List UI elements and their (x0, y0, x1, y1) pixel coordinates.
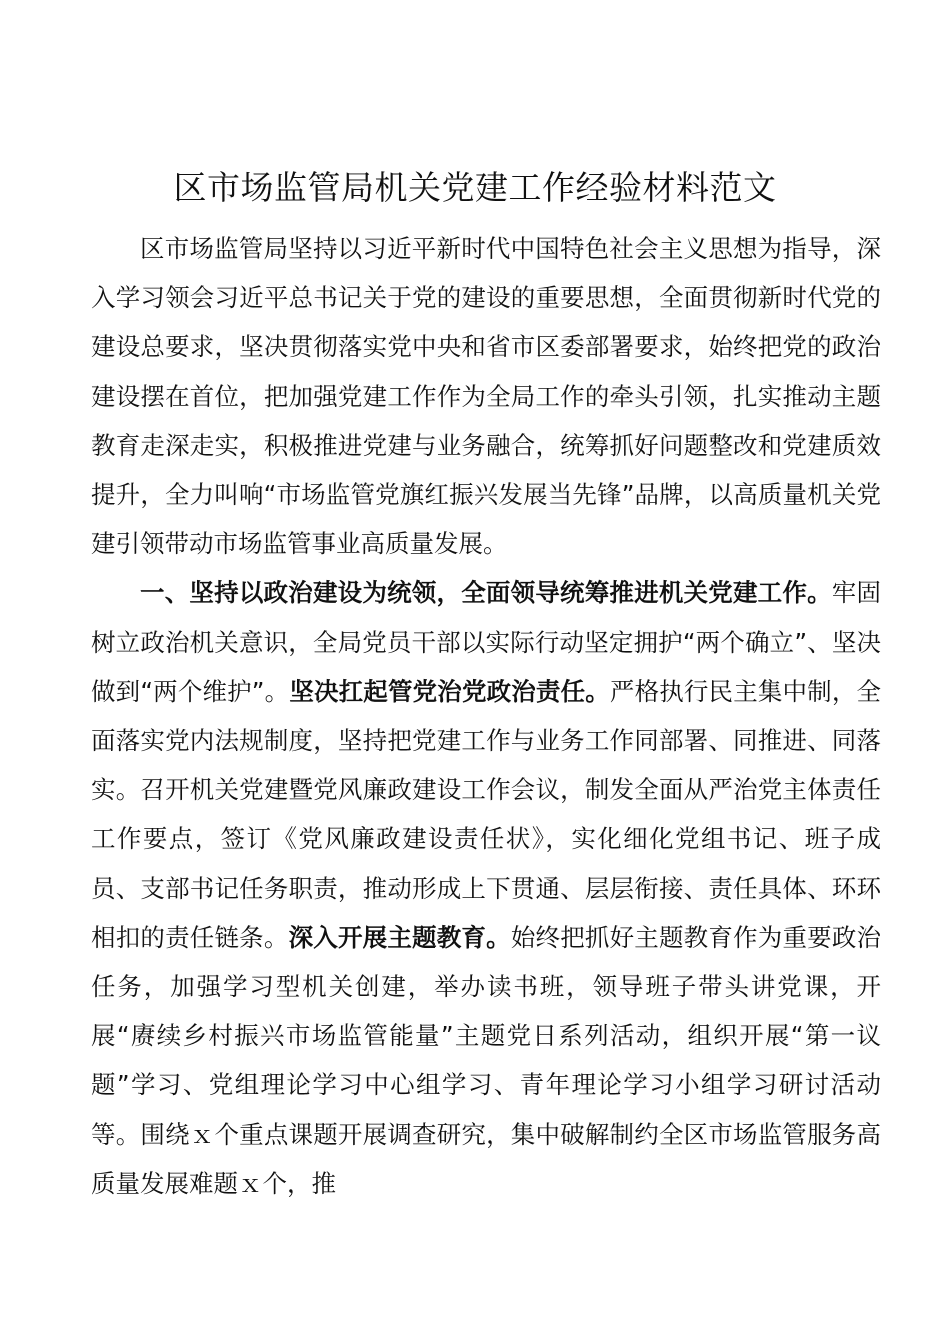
text-segment: 牢固树立政治机关意识，全局党员干部以实际行动坚定拥护“两个确立”、坚决做到“两个维护”。 (91, 578, 882, 706)
subsection-heading: 坚决扛起管党治党政治责任。 (289, 676, 610, 706)
section-heading: 一、坚持以政治建设为统领，全面领导统筹推进机关党建工作。 (140, 578, 832, 608)
document-title: 区市场监管局机关党建工作经验材料范文 (173, 168, 777, 207)
text-segment: 区市场监管局坚持以习近平新时代中国特色社会主义思想为指导，深入学习领会习近平总书记关于党的建设的重要思想，全面贯彻新时代党的建设总要求，坚决贯彻落实党中央和省市区委部署要求，始终把党的政治建设摆在首位，把加强党建工作作为全局工作的牵头引领，扎实推动主题教育走深走实，积极推进党建与业务融合，统筹抓好问题整改和党建质效提升，全力叫响“市场监管党旗红振兴发展当先锋”品牌，以高质量机关党建引领带动市场监管事业高质量发展。 (91, 234, 881, 559)
paragraph-intro (91, 224, 881, 568)
document-body (91, 224, 881, 1208)
subsection-heading: 深入开展主题教育。 (288, 922, 511, 952)
text-segment: 始终把抓好主题教育作为重要政治任务，加强学习型机关创建，举办读书班，领导班子带头讲党课，开展“赓续乡村振兴市场监管能量”主题党日系列活动，组织开展“第一议题”学习、党组理论学习中心组学习、青年理论学习小组学习研讨活动等。围绕ｘ个重点课题开展调查研究，集中破解制约全区市场监管服务高质量发展难题ｘ个，推 (91, 922, 882, 1198)
text-segment: 严格执行民主集中制，全面落实党内法规制度，坚持把党建工作与业务工作同部署、同推进、同落实。召开机关党建暨党风廉政建设工作会议，制发全面从严治党主体责任工作要点，签订《党风廉政建设责任状》，实化细化党组书记、班子成员、支部书记任务职责，推动形成上下贯通、层层衔接、责任具体、环环相扣的责任链条。 (91, 676, 882, 952)
paragraph-section-one (91, 568, 881, 1208)
